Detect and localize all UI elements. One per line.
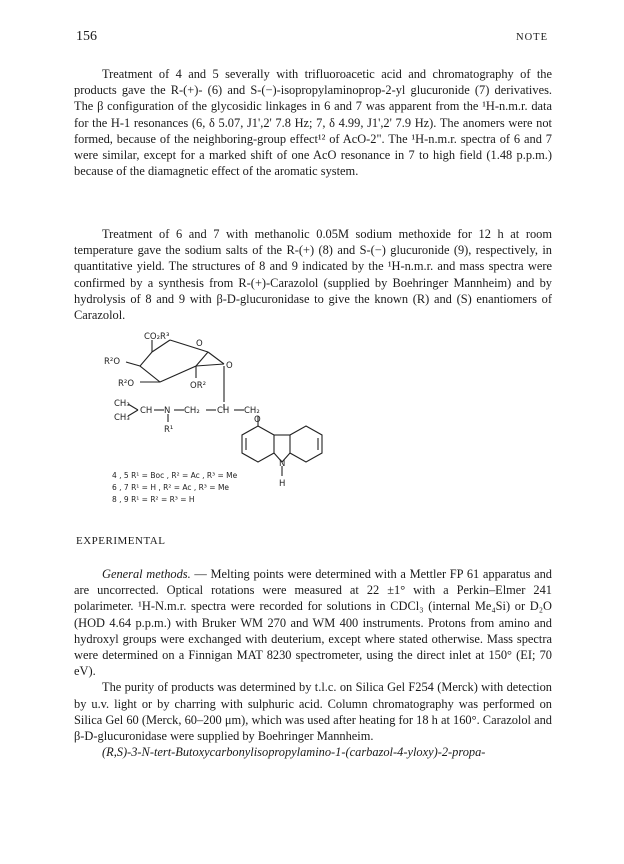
anomeric-bond — [196, 364, 224, 366]
label-or2: OR² — [190, 381, 207, 391]
label-r1: R¹ — [164, 425, 174, 435]
label-ch3-2: CH₃ — [114, 413, 130, 423]
label-n: N — [164, 406, 171, 416]
label-r2o-2: R²O — [118, 379, 135, 389]
paragraph-2: Treatment of 6 and 7 with methanolic 0.05M sodium methoxide for 12 h at room temperature gave the sodium salts of the R-(+) (8) and S-(−) glucuronide (9), respectively, in quantitative yield. The structures of 8 and 9 indicated by the ¹H-n.m.r. and mass spectra were confirmed by a synthesis from R-(+)-Carazolol (supplied by Boehringer Mannheim) and by hydrolysis of 8 and 9 with β-D-glucuronidase to give the known (R) and (S) enantiomers of Carazolol. — [74, 227, 552, 323]
structure-legend — [112, 470, 237, 506]
label-r2o-1: R²O — [104, 357, 121, 367]
legend-line-1: 4 , 5 R¹ = Boc , R² = Ac , R³ = Me — [112, 471, 238, 480]
paragraph-1-block — [74, 66, 552, 179]
experimental-block — [74, 566, 552, 760]
general-methods-paragraph — [74, 566, 552, 679]
label-carbazole-n: N — [279, 459, 286, 469]
compound-title-line: (R,S)-3-N-tert-Butoxycarbonylisopropylamino-1-(carbazol-4-yloxy)-2-propa- — [102, 745, 486, 760]
label-ch2-2: CH₂ — [244, 406, 260, 416]
legend-line-3: 8 , 9 R¹ = R² = R³ = H — [112, 495, 195, 504]
label-ch2-1: CH₂ — [184, 406, 200, 416]
general-methods-lead: General methods. — [102, 567, 191, 581]
label-ring-o: O — [196, 339, 203, 349]
running-title: NOTE — [516, 32, 548, 43]
label-ch3-1: CH₃ — [114, 399, 130, 409]
carbazole-ring-right — [290, 426, 322, 462]
legend-line-2: 6 , 7 R¹ = H , R² = Ac , R³ = Me — [112, 483, 230, 492]
label-o-ether: O — [254, 415, 261, 425]
label-o-anomeric: O — [226, 361, 233, 371]
label-carbazole-h: H — [279, 479, 286, 489]
general-methods-text: — Melting points were determined with a Mettler FP 61 apparatus and are uncorrected. Optical rotations were measured at 22 ±1° with a Perkin–Elmer 241 polarimeter. ¹H-N.m.r. spectra were recorded for solutions in CDCl₃ (internal Me₄Si) or D₂O (HOD 4.64 p.p.m.) with Bruker WM 270 and WM 400 instruments. Protons from amino and hydroxyl groups were exchanged with deuterium, except where stated otherwise. Mass spectra were determined on a Finnigan MAT 8230 spectrometer, using the direct inlet at 150° (EI; 70 eV). — [74, 567, 552, 679]
paragraph-2-block — [74, 226, 552, 323]
label-co2r3: CO₂R³ — [144, 332, 170, 342]
carbazole-ring-left — [242, 426, 274, 462]
ring-to-anomeric — [208, 352, 224, 364]
r2o-bond-1 — [126, 362, 140, 366]
section-heading: EXPERIMENTAL — [76, 535, 166, 547]
label-ch-2: CH — [217, 406, 230, 416]
purity-paragraph: The purity of products was determined by t.l.c. on Silica Gel F254 (Merck) with detection by u.v. light or by charring with sulphuric acid. Column chromatography was performed on Silica Gel 60 (Merck, 60–200 μm), which was used after heating for 18 h at 160°. Carazolol and β-D-glucuronidase were supplied by Boehringer Mannheim. — [74, 680, 552, 744]
label-ch: CH — [140, 406, 153, 416]
ring-bond-left — [140, 352, 208, 382]
paragraph-1: Treatment of 4 and 5 severally with trifluoroacetic acid and chromatography of the products gave the R-(+)- (6) and S-(−)-isopropylaminoprop-2-yl glucuronide (7) derivatives. The β configuration of the glycosidic linkages in 6 and 7 was apparent from the ¹H-n.m.r. data for the H-1 resonances (6, δ 5.07, J1',2' 7.8 Hz; 7, δ 4.99, J1',2' 7.9 Hz). The anomers were not formed, because of the neighboring-group effect¹² of AcO-2". The ¹H-n.m.r. spectra of 6 and 7 were similar, except for a marked shift of one AcO resonance in 7 to high field (1.48 p.p.m.) because of the diamagnetic effect of the aromatic system. — [74, 67, 552, 179]
page-number: 156 — [76, 29, 97, 44]
